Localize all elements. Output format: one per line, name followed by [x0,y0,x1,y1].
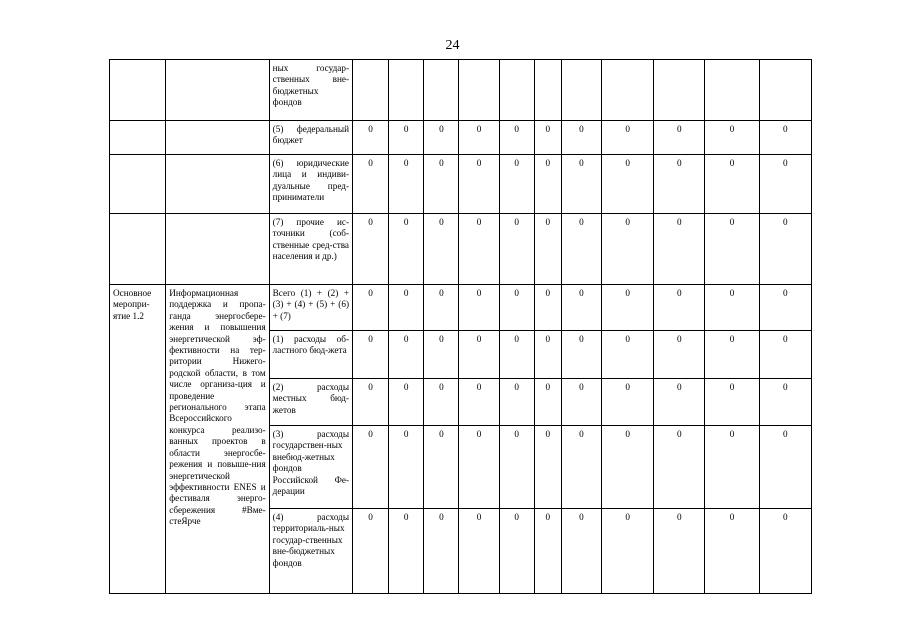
value-cell: 0 [654,509,705,594]
source-cell: (4) расходы территориаль-ных государ-ственных вне-бюджетных фондов [269,509,352,594]
description-cell [166,60,269,121]
value-cell: 0 [561,214,601,285]
value-cell: 0 [459,379,499,426]
value-cell [353,60,389,121]
table-row [110,214,812,285]
page-number: 24 [445,38,460,53]
value-cell: 0 [353,331,389,379]
value-cell: 0 [353,509,389,594]
value-cell: 0 [561,285,601,331]
value-cell: 0 [499,214,534,285]
source-cell: (6) юридические лица и индиви-дуальные пред-приниматели [269,155,352,214]
value-cell: 0 [561,379,601,426]
source-cell: (5) федеральный бюджет [269,121,352,155]
value-cell: 0 [561,121,601,155]
value-cell: 0 [534,379,561,426]
value-cell: 0 [353,121,389,155]
value-cell: 0 [459,155,499,214]
value-cell: 0 [602,155,654,214]
value-cell: 0 [759,331,811,379]
value-cell: 0 [534,509,561,594]
value-cell [602,60,654,121]
value-cell: 0 [602,121,654,155]
measure-cell [110,155,166,214]
value-cell: 0 [705,214,759,285]
value-cell: 0 [459,214,499,285]
value-cell: 0 [534,426,561,509]
value-cell: 0 [654,214,705,285]
value-cell: 0 [389,379,424,426]
budget-table [109,59,812,594]
value-cell: 0 [389,121,424,155]
value-cell: 0 [424,155,459,214]
value-cell: 0 [353,285,389,331]
value-cell: 0 [499,285,534,331]
value-cell [654,60,705,121]
description-cell [166,155,269,214]
value-cell: 0 [705,155,759,214]
measure-cell: Основное меропри-ятие 1.2 [110,285,166,594]
value-cell: 0 [654,285,705,331]
source-cell: (2) расходы местных бюд-жетов [269,379,352,426]
value-cell: 0 [654,426,705,509]
value-cell: 0 [602,379,654,426]
value-cell: 0 [499,426,534,509]
source-cell: Всего (1) + (2) + (3) + (4) + (5) + (6) + (7) [269,285,352,331]
value-cell: 0 [459,426,499,509]
value-cell: 0 [499,509,534,594]
value-cell: 0 [534,155,561,214]
value-cell: 0 [499,155,534,214]
value-cell: 0 [561,426,601,509]
value-cell: 0 [654,331,705,379]
value-cell: 0 [602,509,654,594]
value-cell: 0 [353,426,389,509]
value-cell: 0 [424,379,459,426]
value-cell: 0 [459,509,499,594]
value-cell: 0 [654,121,705,155]
value-cell: 0 [705,121,759,155]
value-cell [759,60,811,121]
value-cell: 0 [353,379,389,426]
value-cell: 0 [602,426,654,509]
value-cell: 0 [759,426,811,509]
value-cell: 0 [561,509,601,594]
value-cell: 0 [759,121,811,155]
value-cell: 0 [705,509,759,594]
value-cell [459,60,499,121]
value-cell: 0 [705,331,759,379]
value-cell: 0 [602,214,654,285]
value-cell: 0 [534,214,561,285]
value-cell [705,60,759,121]
value-cell: 0 [705,379,759,426]
source-cell: (1) расходы об-ластного бюд-жета [269,331,352,379]
value-cell: 0 [759,285,811,331]
value-cell: 0 [759,509,811,594]
description-cell [166,214,269,285]
value-cell: 0 [705,426,759,509]
value-cell: 0 [424,285,459,331]
measure-cell [110,214,166,285]
value-cell: 0 [534,121,561,155]
value-cell: 0 [499,379,534,426]
value-cell: 0 [499,121,534,155]
value-cell: 0 [534,285,561,331]
measure-cell [110,121,166,155]
table-row [110,60,812,121]
value-cell [389,60,424,121]
source-cell: (7) прочие ис-точники (соб-ственные сред-ства населения и др.) [269,214,352,285]
value-cell: 0 [353,155,389,214]
value-cell: 0 [561,155,601,214]
value-cell: 0 [389,285,424,331]
value-cell: 0 [759,155,811,214]
value-cell: 0 [759,214,811,285]
measure-cell [110,60,166,121]
value-cell: 0 [459,121,499,155]
value-cell: 0 [353,214,389,285]
value-cell: 0 [389,214,424,285]
value-cell: 0 [459,285,499,331]
value-cell: 0 [654,155,705,214]
value-cell: 0 [654,379,705,426]
value-cell: 0 [424,121,459,155]
value-cell: 0 [389,155,424,214]
description-cell [166,121,269,155]
value-cell: 0 [424,331,459,379]
value-cell: 0 [602,331,654,379]
table-row [110,285,812,331]
value-cell: 0 [389,426,424,509]
value-cell: 0 [389,331,424,379]
value-cell [499,60,534,121]
value-cell [424,60,459,121]
value-cell: 0 [424,509,459,594]
value-cell: 0 [459,331,499,379]
value-cell: 0 [424,426,459,509]
value-cell: 0 [424,214,459,285]
value-cell: 0 [705,285,759,331]
source-cell: (3) расходы государствен-ных внебюд-жетных фондов Российской Фе-дерации [269,426,352,509]
value-cell: 0 [759,379,811,426]
description-cell: Информационная поддержка и пропа-ганда энергосбере-жения и повышения энергетической эф-фективности на тер-ритории Нижего-родской области, в том числе организа-ция и проведение регионального этапа Всероссийского конкурса реализо-ванных проектов в области энергосбе-режения и повыше-ния энергетической эффективности ENES и фестиваля энерго-сбережения #Вме-стеЯрче [166,285,269,594]
value-cell: 0 [389,509,424,594]
value-cell: 0 [602,285,654,331]
value-cell [534,60,561,121]
table-row [110,155,812,214]
value-cell [561,60,601,121]
value-cell: 0 [534,331,561,379]
table-row [110,121,812,155]
source-cell: ных государ-ственных вне-бюджетных фондов [269,60,352,121]
value-cell: 0 [499,331,534,379]
value-cell: 0 [561,331,601,379]
